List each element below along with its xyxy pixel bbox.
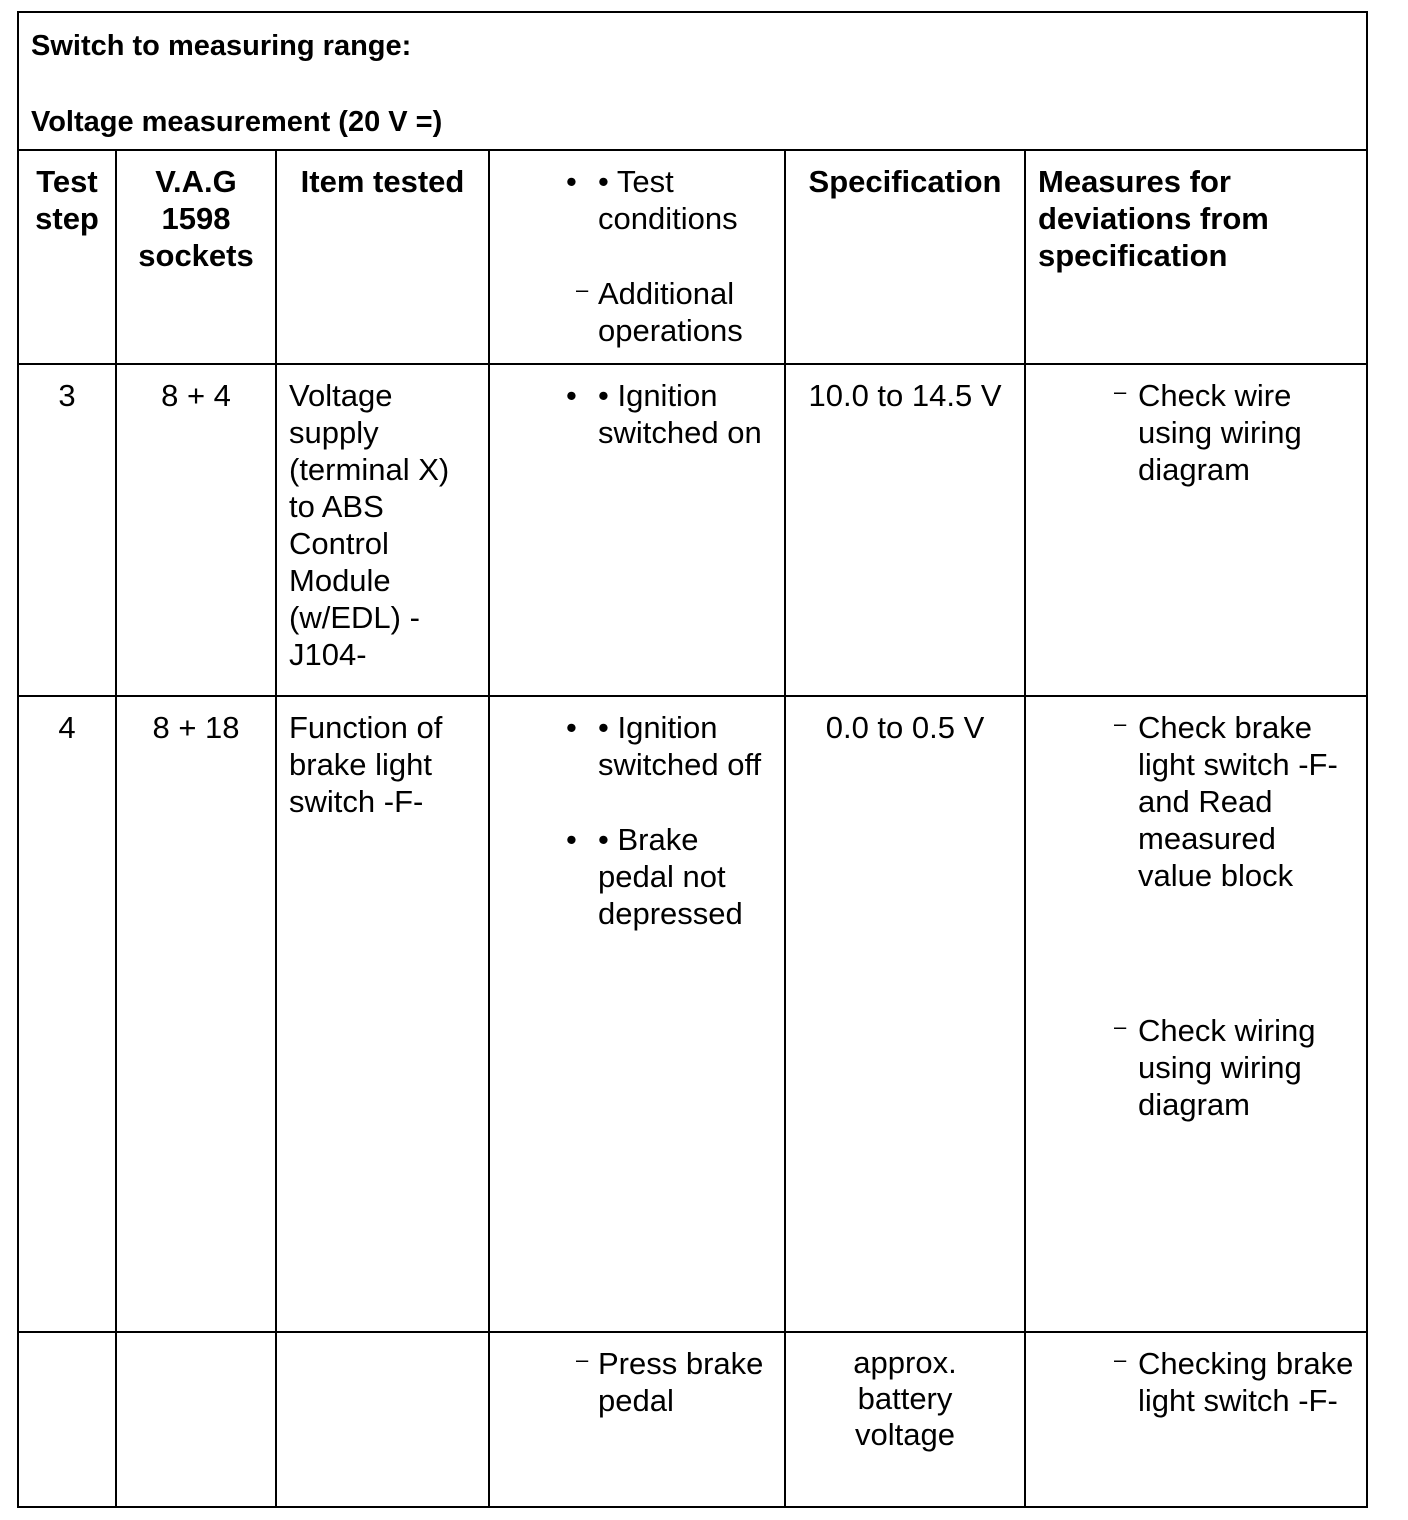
condition-item — [502, 709, 772, 783]
measure-item — [1038, 377, 1354, 488]
header-additional-operations: Additional operations — [598, 276, 743, 348]
cell-measures — [1025, 1332, 1366, 1508]
cell-conditions — [489, 696, 785, 1332]
dash-icon: – — [1114, 379, 1127, 404]
header-test-step: Test step — [19, 151, 116, 364]
bullet-icon: • — [566, 710, 577, 745]
table-row — [19, 364, 1366, 696]
test-steps-table — [19, 151, 1366, 1508]
dash-icon: – — [1114, 711, 1127, 736]
condition-text: • Ignition switched on — [598, 378, 762, 450]
condition-item — [502, 377, 772, 451]
header-row — [19, 151, 1366, 364]
bullet-icon: • — [566, 164, 577, 199]
cell-step: 4 — [19, 696, 116, 1332]
operation-text: Press brake pedal — [598, 1346, 764, 1418]
cell-step: 3 — [19, 364, 116, 696]
cell-conditions — [489, 1332, 785, 1508]
condition-text: • Brake pedal not depressed — [598, 822, 743, 931]
dash-icon: – — [1114, 1014, 1127, 1039]
header-conditions — [489, 151, 785, 364]
condition-text: • Ignition switched off — [598, 710, 762, 782]
table-row — [19, 1332, 1366, 1508]
measure-text: Check wire using wiring diagram — [1138, 378, 1302, 487]
cell-measures — [1025, 696, 1366, 1332]
cell-specification: 0.0 to 0.5 V — [785, 696, 1025, 1332]
cell-item — [276, 1332, 489, 1508]
measure-text: Check wiring using wiring diagram — [1138, 1013, 1316, 1122]
cell-sockets: 8 + 18 — [116, 696, 276, 1332]
header-test-conditions: • Test conditions — [598, 164, 738, 236]
cell-specification: approx. battery voltage — [785, 1332, 1025, 1508]
measure-item — [1038, 709, 1354, 894]
operation-item — [502, 1345, 772, 1419]
header-measures: Measures for deviations from specification — [1025, 151, 1366, 364]
cell-item: Voltage supply (terminal X) to ABS Control Module (w/EDL) -J104- — [276, 364, 489, 696]
dash-icon: – — [576, 277, 589, 302]
bullet-icon: • — [566, 378, 577, 413]
measure-text: Check brake light switch -F- and Read measured value block — [1138, 710, 1338, 893]
dash-icon: – — [576, 1347, 589, 1372]
cell-sockets: 8 + 4 — [116, 364, 276, 696]
cell-item: Function of brake light switch -F- — [276, 696, 489, 1332]
condition-item — [502, 821, 772, 932]
header-item-tested: Item tested — [276, 151, 489, 364]
test-table-frame — [17, 11, 1368, 1508]
table-row — [19, 696, 1366, 1332]
measuring-range-intro — [19, 13, 1366, 151]
bullet-icon: • — [566, 822, 577, 857]
cell-conditions — [489, 364, 785, 696]
header-condition-item — [502, 163, 772, 237]
cell-specification: 10.0 to 14.5 V — [785, 364, 1025, 696]
cell-measures — [1025, 364, 1366, 696]
header-specification: Specification — [785, 151, 1025, 364]
dash-icon: – — [1114, 1347, 1127, 1372]
cell-sockets — [116, 1332, 276, 1508]
header-operation-item — [502, 275, 772, 349]
cell-step — [19, 1332, 116, 1508]
header-sockets: V.A.G 1598 sockets — [116, 151, 276, 364]
measure-item — [1038, 1012, 1354, 1123]
intro-line-voltage: Voltage measurement (20 V =) — [31, 106, 443, 138]
measure-text: Checking brake light switch -F- — [1138, 1346, 1354, 1418]
measure-item — [1038, 1345, 1354, 1419]
intro-line-range: Switch to measuring range: — [31, 30, 412, 62]
